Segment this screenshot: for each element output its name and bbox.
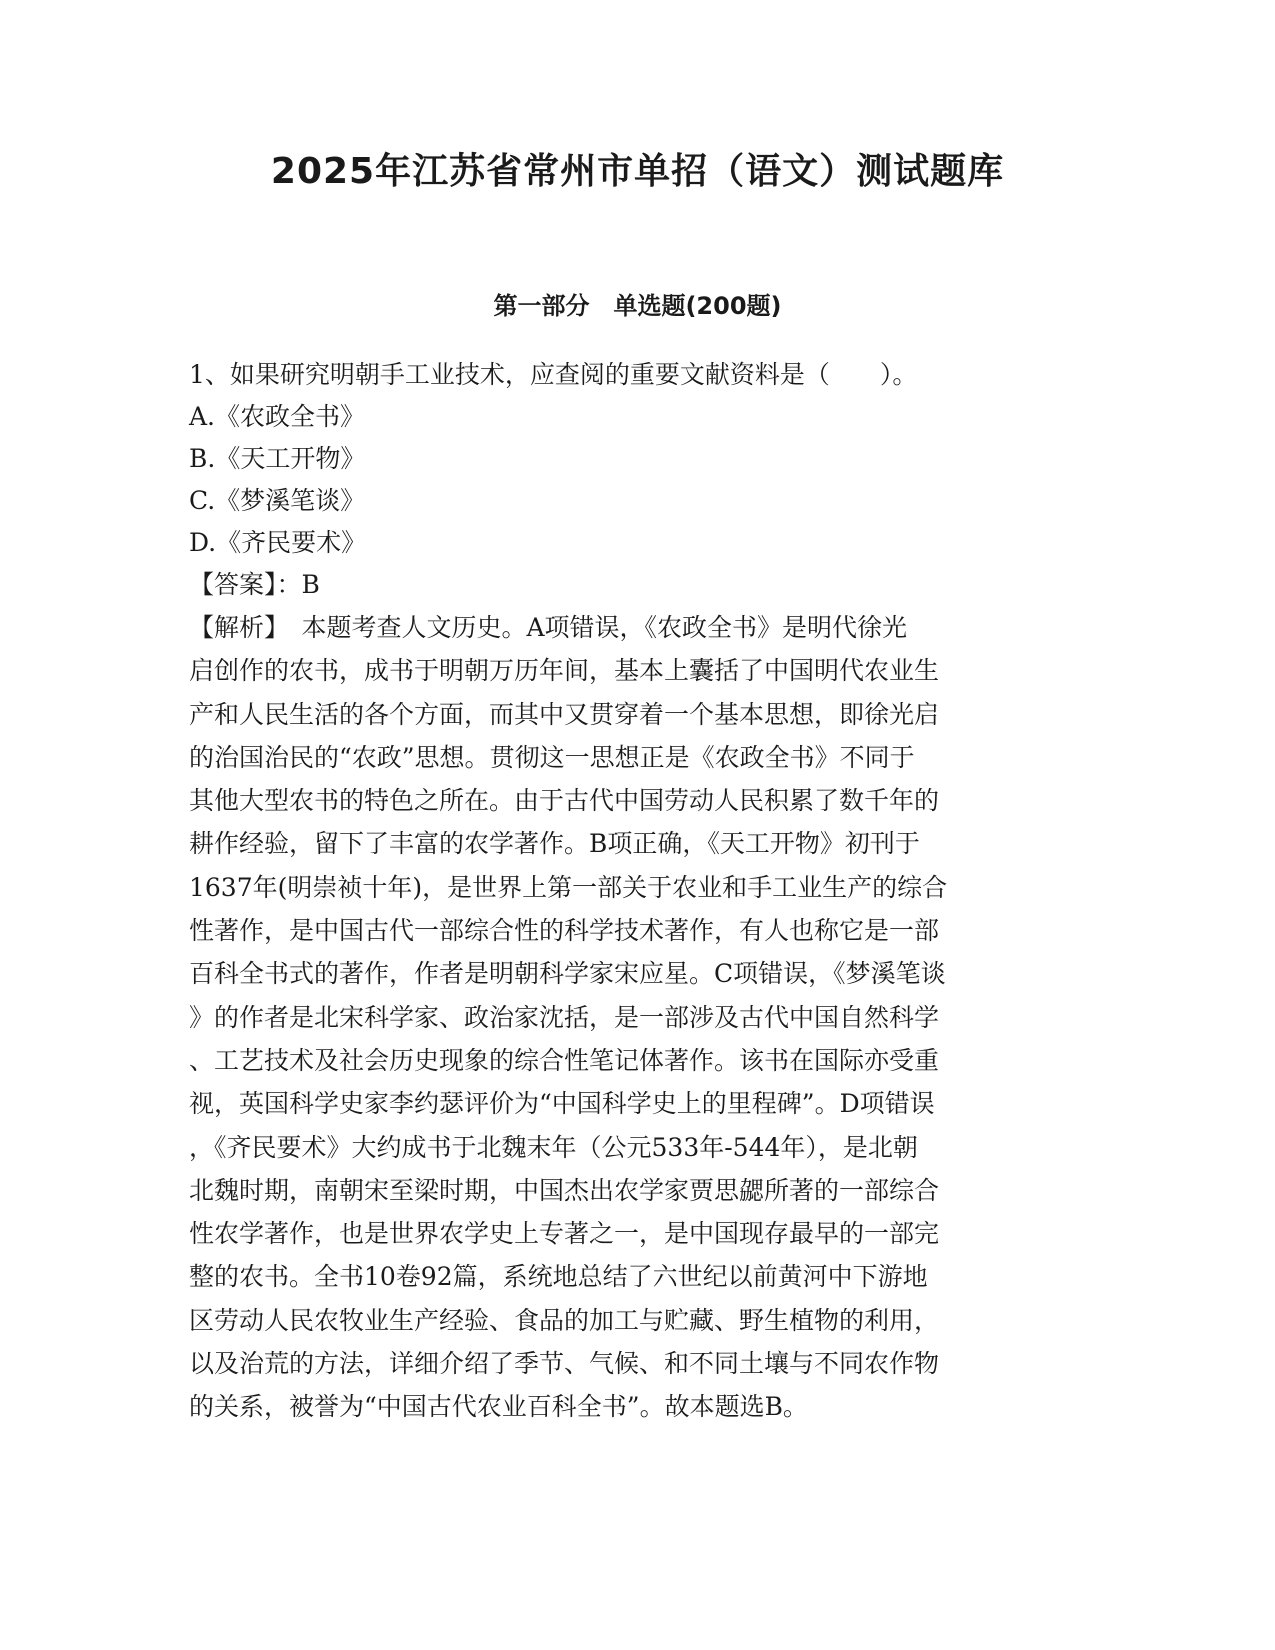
explanation-line: 、工艺技术及社会历史现象的综合性笔记体著作。该书在国际亦受重 bbox=[189, 1045, 940, 1075]
section-heading: 第一部分 单选题(200题) bbox=[493, 292, 782, 320]
explanation-line: 性著作，是中国古代一部综合性的科学技术著作，有人也称它是一部 bbox=[189, 916, 940, 946]
explanation-line: 区劳动人民农牧业生产经验、食品的加工与贮藏、野生植物的利用， bbox=[189, 1305, 940, 1335]
explanation bbox=[189, 606, 1089, 1429]
option-a: A.《农政全书》 bbox=[189, 402, 366, 431]
explanation-line: 》的作者是北宋科学家、政治家沈括，是一部涉及古代中国自然科学 bbox=[189, 1002, 940, 1032]
explanation-line: 性农学著作，也是世界农学史上专著之一，是中国现存最早的一部完 bbox=[189, 1219, 940, 1249]
explanation-line: 以及治荒的方法，详细介绍了季节、气候、和不同土壤与不同农作物 bbox=[189, 1349, 940, 1379]
option-b: B.《天工开物》 bbox=[189, 444, 366, 473]
question-block bbox=[189, 354, 1089, 1429]
explanation-line: 【解析】 本题考查人文历史。A项错误，《农政全书》是明代徐光 bbox=[189, 613, 908, 642]
option-d: D.《齐民要术》 bbox=[189, 528, 367, 557]
question-stem: 1、如果研究明朝手工业技术，应查阅的重要文献资料是（ ）。 bbox=[189, 360, 918, 389]
answer-line: 【答案】：B bbox=[189, 570, 320, 599]
explanation-line: 整的农书。全书10卷92篇，系统地总结了六世纪以前黄河中下游地 bbox=[189, 1262, 928, 1292]
explanation-line: 其他大型农书的特色之所在。由于古代中国劳动人民积累了数千年的 bbox=[189, 786, 940, 816]
explanation-line: 的关系，被誉为“中国古代农业百科全书”。故本题选B。 bbox=[189, 1392, 808, 1422]
explanation-line: ，《齐民要术》大约成书于北魏末年（公元533年-544年），是北朝 bbox=[189, 1132, 918, 1162]
explanation-line: 产和人民生活的各个方面，而其中又贯穿着一个基本思想，即徐光启 bbox=[189, 699, 940, 729]
explanation-line: 1637年(明崇祯十年)，是世界上第一部关于农业和手工业生产的综合 bbox=[189, 872, 948, 902]
document-title: 2025年江苏省常州市单招（语文）测试题库 bbox=[270, 151, 1005, 192]
explanation-line: 启创作的农书，成书于明朝万历年间，基本上囊括了中国明代农业生 bbox=[189, 656, 940, 686]
explanation-line: 的治国治民的“农政”思想。贯彻这一思想正是《农政全书》不同于 bbox=[189, 742, 915, 772]
explanation-line: 耕作经验，留下了丰富的农学著作。B项正确，《天工开物》初刊于 bbox=[189, 829, 920, 859]
explanation-line: 北魏时期，南朝宋至梁时期，中国杰出农学家贾思勰所著的一部综合 bbox=[189, 1175, 940, 1205]
explanation-line: 视，英国科学史家李约瑟评价为“中国科学史上的里程碑”。D项错误 bbox=[189, 1089, 935, 1119]
option-c: C.《梦溪笔谈》 bbox=[189, 486, 366, 515]
explanation-line: 百科全书式的著作，作者是明朝科学家宋应星。C项错误，《梦溪笔谈 bbox=[189, 959, 946, 989]
